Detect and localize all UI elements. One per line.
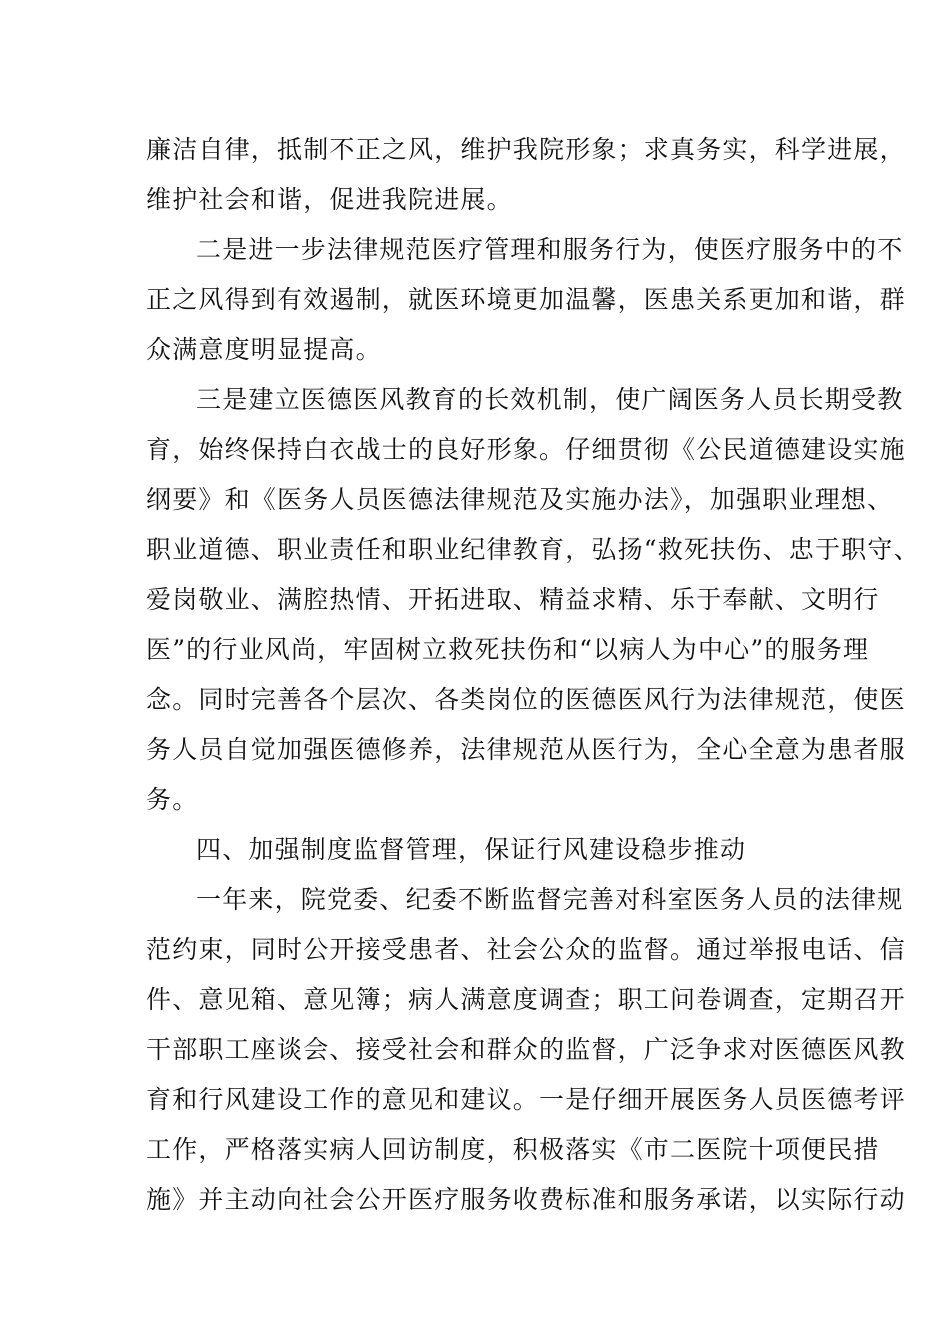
- text-line: 念。同时完善各个层次、各类岗位的医德医风行为法律规范，使医: [146, 685, 906, 714]
- text-line: 众满意度明显提高。: [146, 335, 382, 364]
- text-line: 范约束，同时公开接受患者、社会公众的监督。通过举报电话、信: [146, 935, 906, 964]
- text-line: 廉洁自律，抵制不正之风，维护我院形象；求真务实，科学进展，: [146, 135, 906, 164]
- text-line: 育，始终保持白衣战士的良好形象。仔细贯彻《公民道德建设实施: [146, 435, 906, 464]
- text-line: 务人员自觉加强医德修养，法律规范从医行为，全心全意为患者服: [146, 735, 906, 764]
- text-line: 干部职工座谈会、接受社会和群众的监督，广泛争求对医德医风教: [146, 1035, 906, 1064]
- section-heading: 四、加强制度监督管理，保证行风建设稳步推动: [196, 835, 747, 864]
- paragraph-first-line: 一年来，院党委、纪委不断监督完善对科室医务人员的法律规: [196, 885, 904, 914]
- text-line: 件、意见箱、意见簿；病人满意度调查；职工问卷调查，定期召开: [146, 985, 906, 1014]
- text-line: 正之风得到有效遏制，就医环境更加温馨，医患关系更加和谐，群: [146, 285, 906, 314]
- text-line: 纲要》和《医务人员医德法律规范及实施办法》，加强职业理想、: [146, 485, 894, 514]
- text-line: 务。: [146, 785, 199, 814]
- text-line: 医”的行业风尚，牢固树立救死扶伤和“以病人为中心”的服务理: [146, 635, 870, 664]
- text-line: 施》并主动向社会公开医疗服务收费标准和服务承诺，以实际行动: [146, 1185, 906, 1214]
- text-line: 爱岗敬业、满腔热情、开拓进取、精益求精、乐于奉献、文明行: [146, 585, 880, 614]
- text-line: 育和行风建设工作的意见和建议。一是仔细开展医务人员医德考评: [146, 1085, 906, 1114]
- text-line: 工作，严格落实病人回访制度，积极落实《市二医院十项便民措: [146, 1135, 880, 1164]
- text-line: 维护社会和谐，促进我院进展。: [146, 185, 513, 214]
- paragraph-first-line: 二是进一步法律规范医疗管理和服务行为，使医疗服务中的不: [196, 235, 904, 264]
- text-line: 职业道德、职业责任和职业纪律教育，弘扬“救死扶伤、忠于职守、: [146, 535, 920, 564]
- paragraph-first-line: 三是建立医德医风教育的长效机制，使广阔医务人员长期受教: [196, 385, 904, 414]
